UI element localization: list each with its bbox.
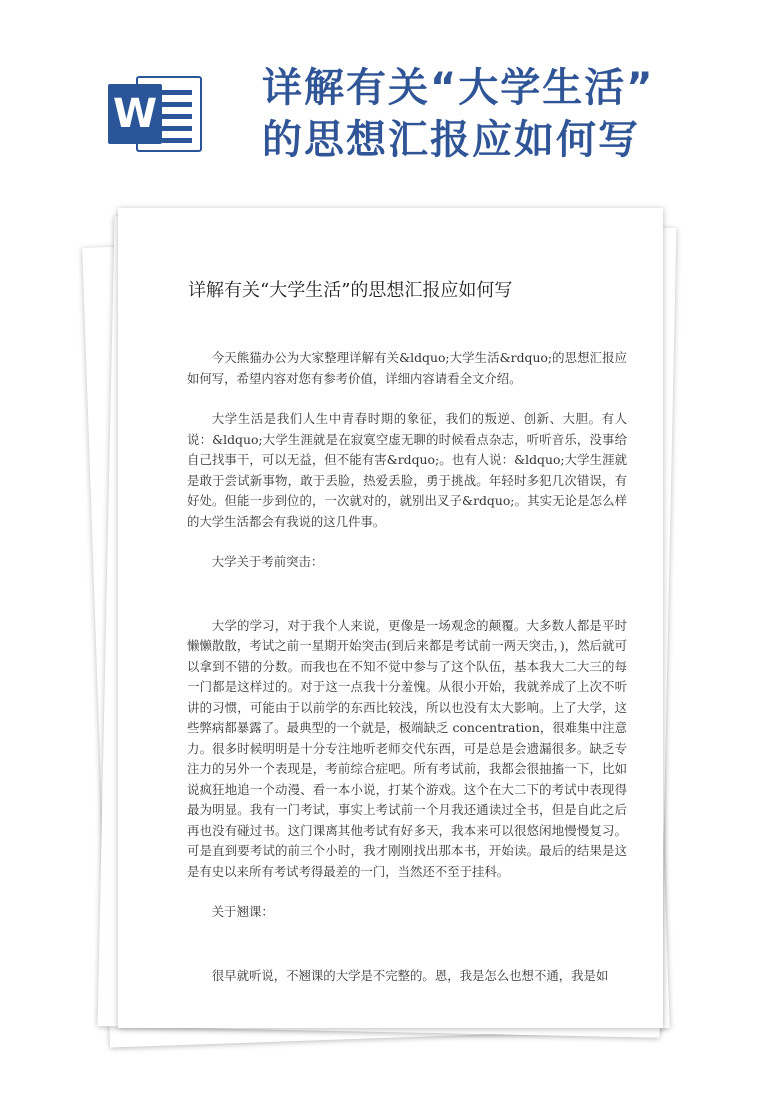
banner-title	[262, 62, 762, 166]
paragraph-intro: 今天熊猫办公为大家整理详解有关&ldquo;大学生活&rdquo;的思想汇报应如何写，希望内容对您有参考价值，详细内容请看全文介绍。	[187, 350, 627, 386]
document-title: 详解有关“大学生活”的思想汇报应如何写	[188, 280, 513, 301]
document-body	[187, 348, 627, 1006]
banner-title-line-1: 详解有关“大学生活”	[262, 65, 655, 111]
word-icon	[108, 70, 204, 158]
section-heading-exam-cramming: 大学关于考前突击：	[211, 554, 324, 569]
paragraph-college-life: 大学生活是我们人生中青春时期的象征，我们的叛逆、创新、大胆。有人说：&ldquo;大学生涯就是在寂寞空虚无聊的时候看点杂志，听听音乐，没事给自己找事干，可以无益，但不能有害&rdquo;。也有人说：&ldquo;大学生涯就是敢于尝试新事物，敢于丢脸，热爱丢脸，勇于挑战。年轻时多犯几次错误，有好处。但能一步到位的，一次就对的，就别出叉子&rdquo;。其实无论是怎么样的大学生活都会有我说的这几件事。	[187, 411, 627, 529]
banner-title-line-2: 的思想汇报应如何写	[262, 117, 640, 163]
paragraph-skipping-class: 很早就听说，不翘课的大学是不完整的。恩，我是怎么也想不通，我是如	[211, 967, 609, 983]
section-heading-skipping-class: 关于翘课：	[211, 904, 274, 919]
word-letter-w: W	[108, 84, 162, 144]
paragraph-study-habits: 大学的学习，对于我个人来说，更像是一场观念的颠覆。大多数人都是平时懒懒散散，考试之前一星期开始突击(到后来都是考试前一两天突击，)，然后就可以拿到不错的分数。而我也在不知不觉中参与了这个队伍，基本我大二大三的每一门都是这样过的。对于这一点我十分羞愧。从很小开始，我就养成了上次不听讲的习惯，可能由于以前学的东西比较浅，所以也没有太大影响。上了大学，这些弊病都暴露了。最典型的一个就是，极端缺乏 concentration，很难集中注意力。很多时候明明是十分专注地听老师交代东西，可是总是会遗漏很多。缺乏专注力的另外一个表现是，考前综合症吧。所有考试前，我都会很抽搐一下，比如说疯狂地追一个动漫、看一本小说，打某个游戏。这个在大二下的考试中表现得最为明显。我有一门考试，事实上考试前一个月我还通读过全书，但是自此之后再也没有碰过书。这门课离其他考试有好多天，我本来可以很悠闲地慢慢复习。可是直到要考试的前三个小时，我才刚刚找出那本书，开始读。最后的结果是这是有史以来所有考试考得最差的一门，当然还不至于挂科。	[187, 617, 627, 879]
